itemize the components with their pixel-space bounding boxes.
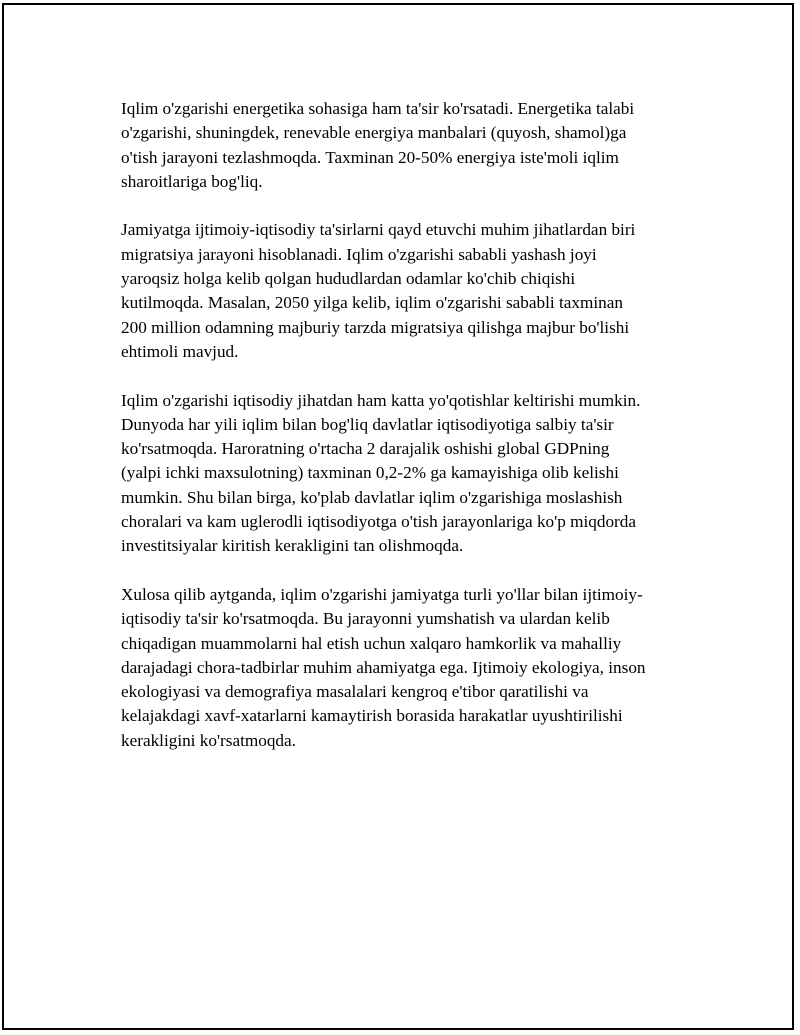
paragraph-energy: Iqlim o'zgarishi energetika sohasiga ham ta'sir ko'rsatadi. Energetika talabi o'zgarishi, shuningdek, renevable energiya manbalari (quyosh, shamol)ga o'tish jarayoni tezlashmoqda. Taxminan 20-50% energiya iste'moli iqlim sharoitlariga bog'liq. xyxy=(121,99,635,191)
page-frame xyxy=(2,3,794,1030)
paragraph-economy: Iqlim o'zgarishi iqtisodiy jihatdan ham katta yo'qotishlar keltirishi mumkin. Dunyoda har yili iqlim bilan bog'liq davlatlar iqtisodiyotiga salbiy ta'sir ko'rsatmoqda. Haroratning o'rtacha 2 darajalik oshishi global GDPning (yalpi ichki maxsulotning) taxminan 0,2-2% ga kamayishiga olib kelishi mumkin. Shu bilan birga, ko'plab davlatlar iqlim o'zgarishiga moslashish choralari va kam uglerodli iqtisodiyotga o'tish jarayonlariga ko'p miqdorda investitsiyalar kiritish kerakligini tan olishmoqda. xyxy=(121,390,641,556)
document-body xyxy=(121,97,701,777)
paragraph-migration: Jamiyatga ijtimoiy-iqtisodiy ta'sirlarni qayd etuvchi muhim jihatlardan biri migratsiya jarayoni hisoblanadi. Iqlim o'zgarishi sababli yashash joyi yaroqsiz holga kelib qolgan hududlardan odamlar ko'chib chiqishi kutilmoqda. Masalan, 2050 yilga kelib, iqlim o'zgarishi sababli taxminan 200 million odamning majburiy tarzda migratsiya qilishga majbur bo'lishi ehtimoli mavjud. xyxy=(121,220,636,361)
paragraph-conclusion: Xulosa qilib aytganda, iqlim o'zgarishi jamiyatga turli yo'llar bilan ijtimoiy- iqtisodiy ta'sir ko'rsatmoqda. Bu jarayonni yumshatish va ulardan kelib chiqadigan muammolarni hal etish uchun xalqaro hamkorlik va mahalliy darajadagi chora-tadbirlar muhim ahamiyatga ega. Ijtimoiy ekologiya, inson ekologiyasi va demografiya masalalari kengroq e'tibor qaratilishi va kelajakdagi xavf-xatarlarni kamaytirish borasida harakatlar uyushtirilishi kerakligini ko'rsatmoqda. xyxy=(121,584,646,750)
